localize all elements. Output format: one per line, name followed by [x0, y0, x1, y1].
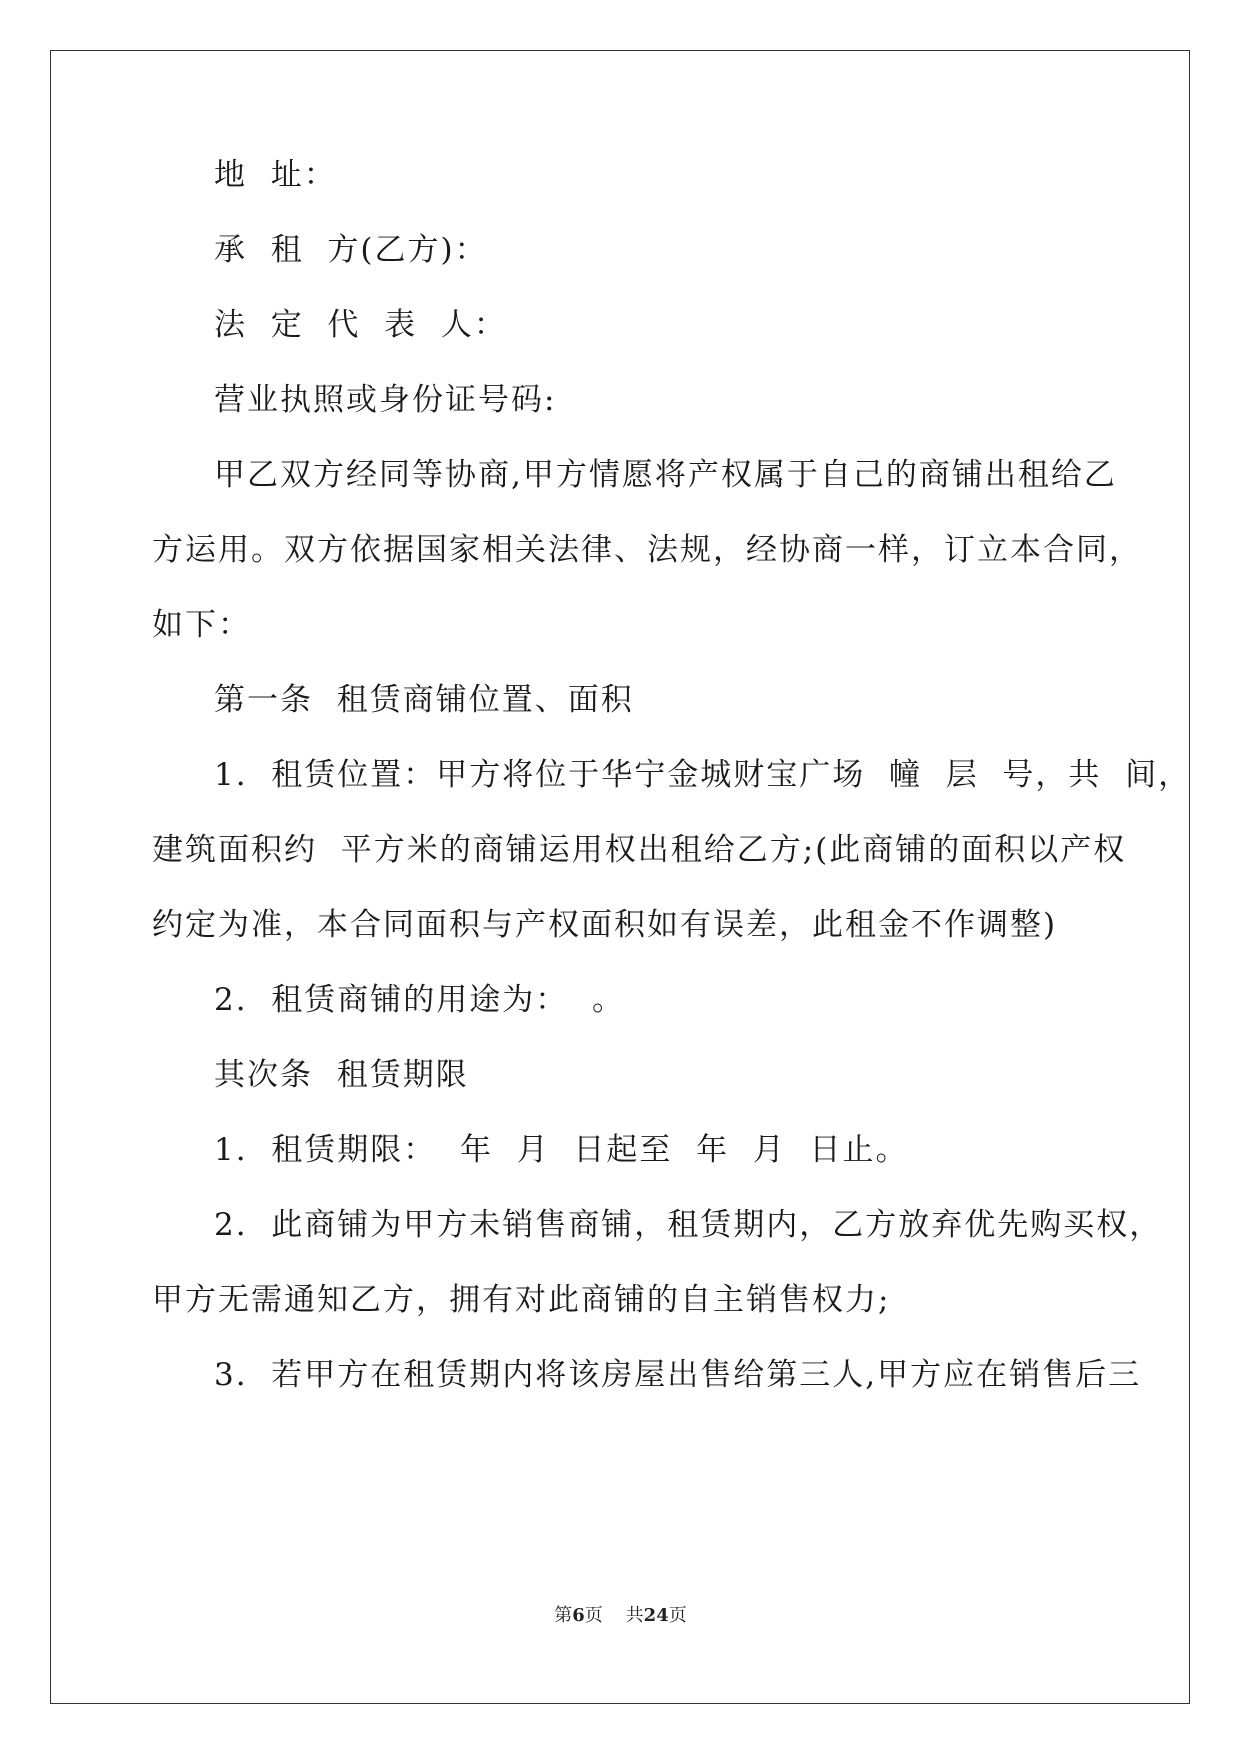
page-number: 6 — [572, 1605, 585, 1626]
paragraph-line: 3. 若甲方在租赁期内将该房屋出售给第三人,甲方应在销售后三 — [214, 1357, 1142, 1393]
license-id-label: 营业执照或身份证号码: — [214, 382, 557, 418]
paragraph-line: 建筑面积约 平方米的商铺运用权出租给乙方;(此商铺的面积以产权 — [152, 832, 1127, 868]
paragraph-line: 2. 此商铺为甲方未销售商铺，租赁期内，乙方放弃优先购买权， — [214, 1207, 1163, 1243]
article-heading: 其次条 租赁期限 — [214, 1057, 469, 1093]
page-footer — [0, 1604, 1241, 1628]
page-border — [50, 50, 1190, 1704]
lessee-label: 承 租 方(乙方)： — [214, 232, 488, 268]
footer-total-suffix: 页 — [668, 1605, 687, 1626]
article-heading: 第一条 租赁商铺位置、面积 — [214, 682, 634, 718]
paragraph-line: 2. 租赁商铺的用途为： 。 — [214, 982, 625, 1018]
paragraph-line: 1. 租赁位置：甲方将位于华宁金城财宝广场 幢 层 号，共 间， — [214, 757, 1192, 793]
legal-rep-label: 法 定 代 表 人： — [214, 307, 507, 343]
paragraph-line: 约定为准，本合同面积与产权面积如有误差，此租金不作调整) — [152, 907, 1058, 943]
footer-prefix: 第 — [554, 1605, 573, 1626]
paragraph-line: 如下： — [152, 607, 251, 643]
footer-page-suffix: 页 共 — [584, 1605, 644, 1626]
paragraph-line: 1. 租赁期限： 年 月 日起至 年 月 日止。 — [214, 1132, 909, 1168]
paragraph-line: 甲乙双方经同等协商,甲方情愿将产权属于自己的商铺出租给乙 — [214, 457, 1117, 493]
paragraph-line: 方运用。双方依据国家相关法律、法规，经协商一样，订立本合同， — [152, 532, 1142, 568]
address-label: 地 址： — [214, 157, 337, 193]
paragraph-line: 甲方无需通知乙方，拥有对此商铺的自主销售权力; — [152, 1282, 891, 1318]
total-pages: 24 — [643, 1605, 669, 1626]
